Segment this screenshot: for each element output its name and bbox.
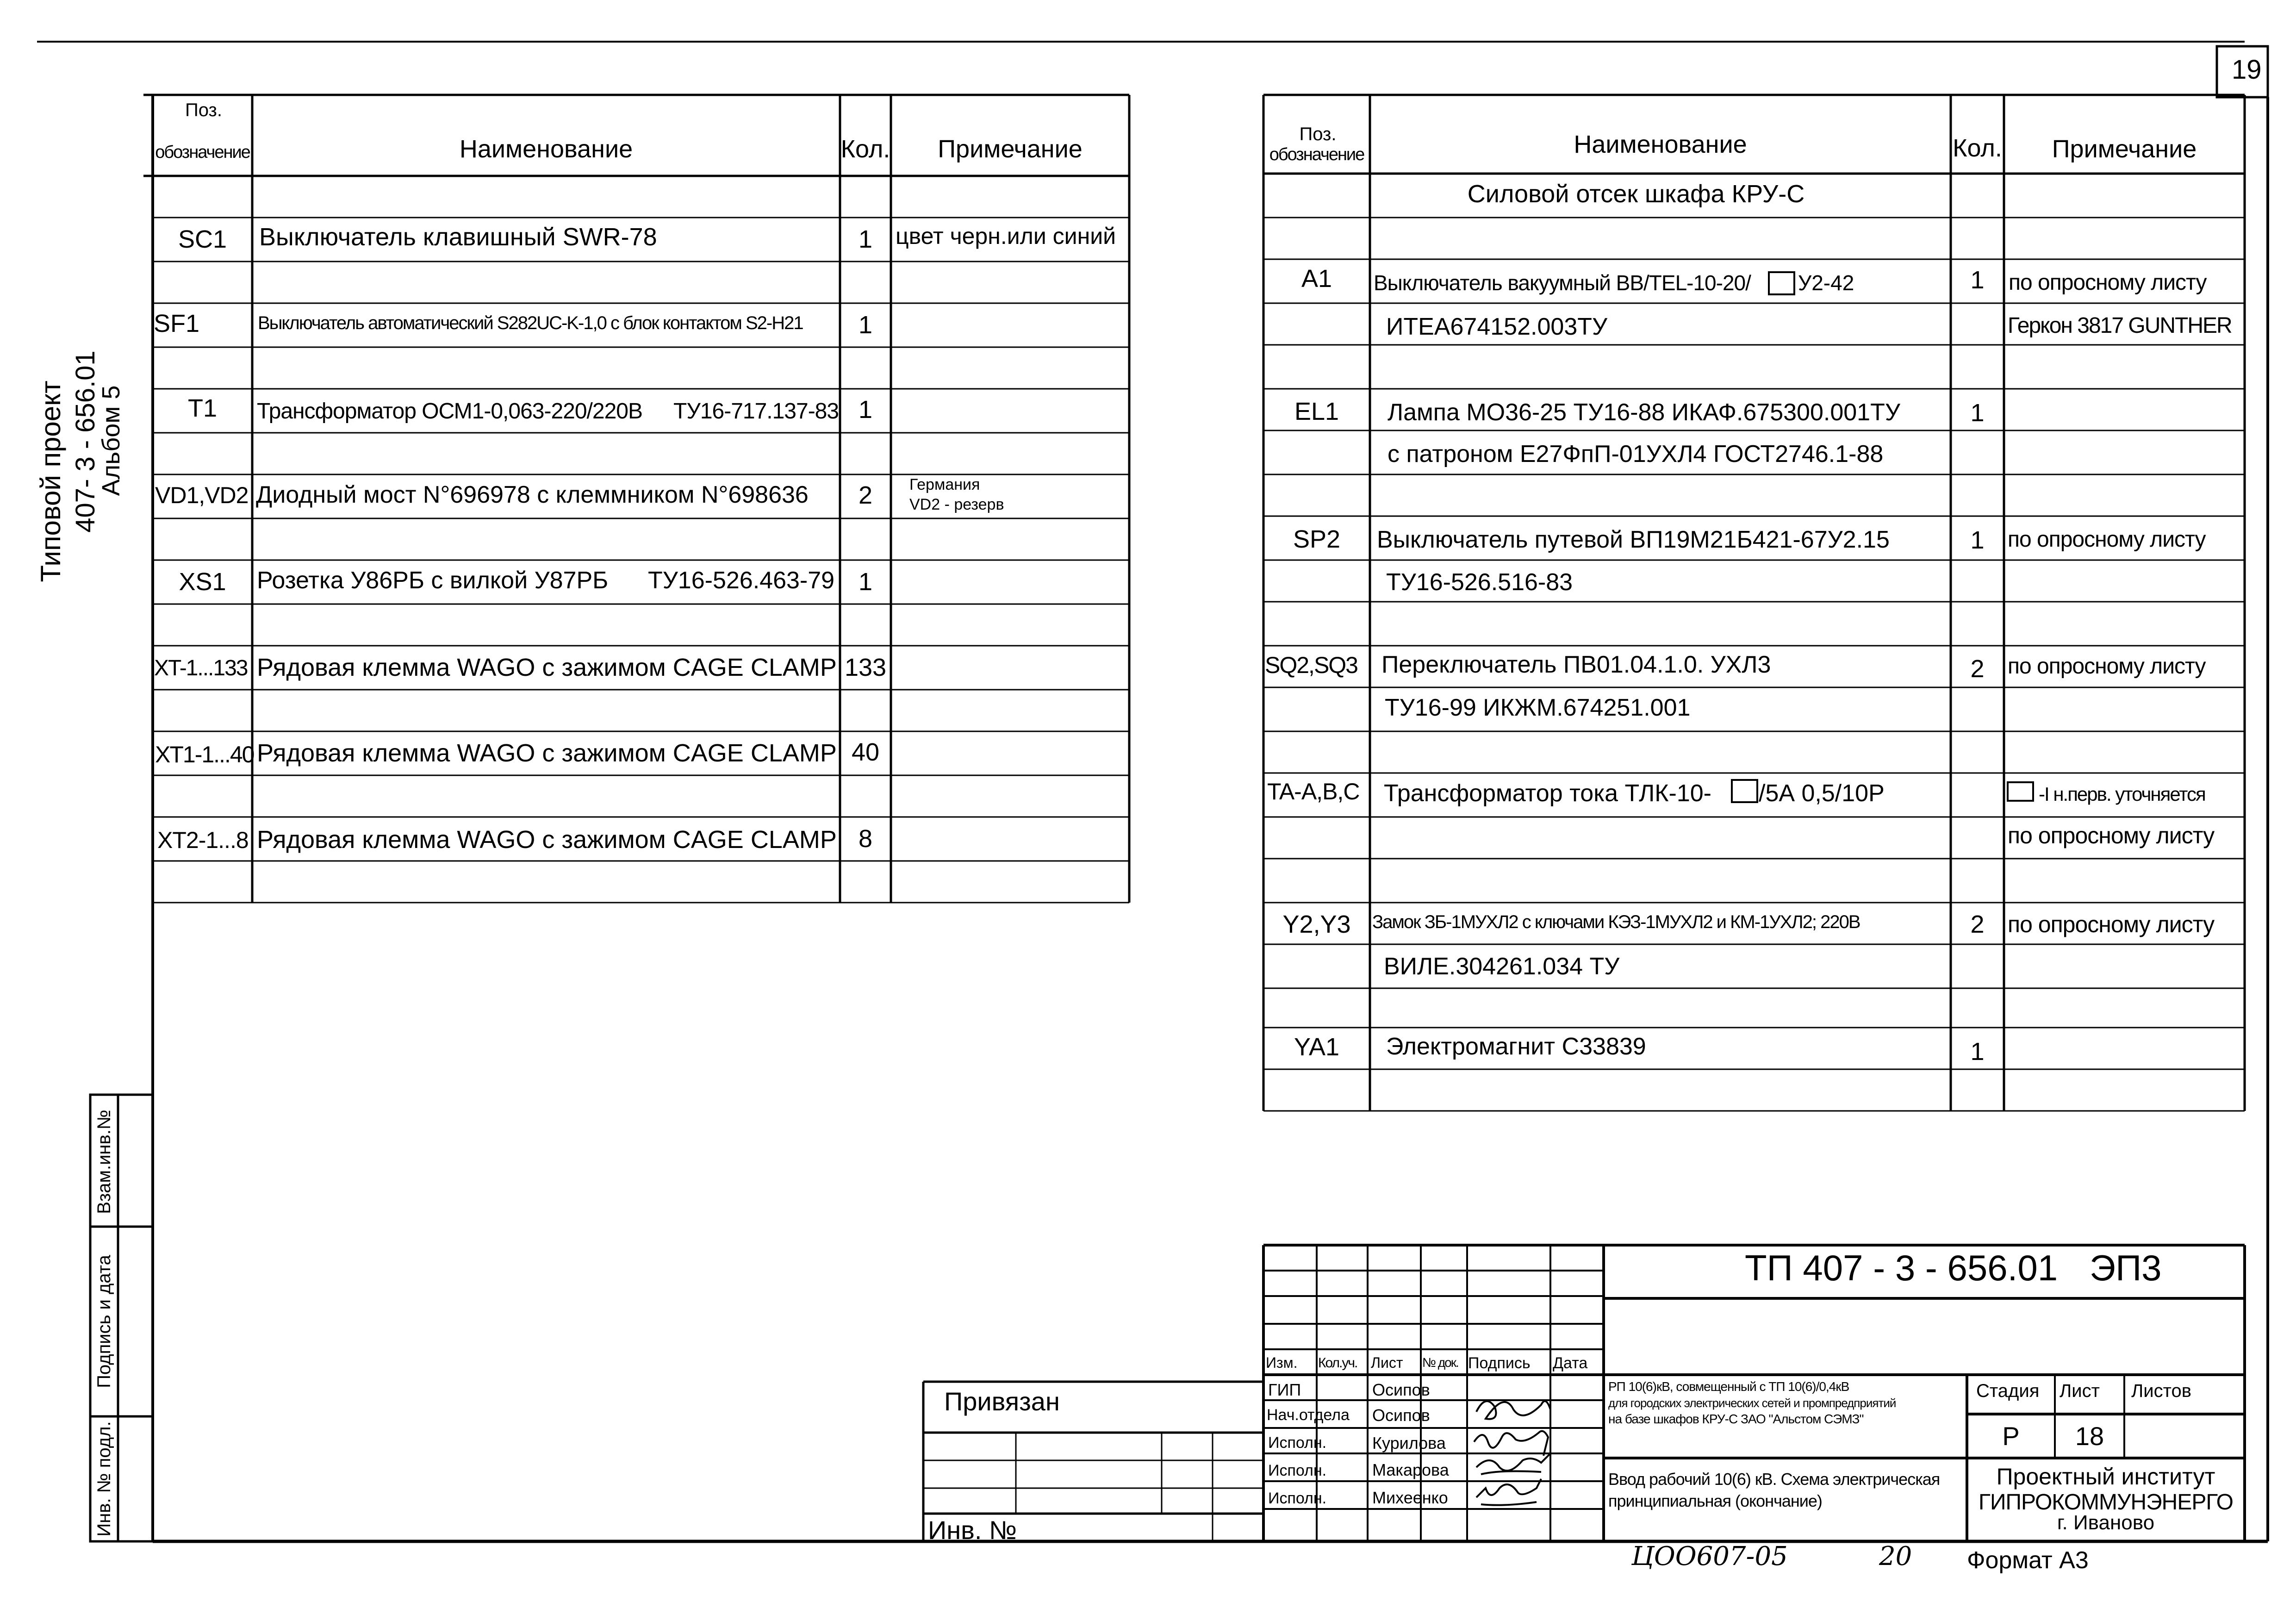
stage-value: Р (2002, 1421, 2020, 1451)
left-row-name-spec: ТУ16-526.463-79 (648, 567, 835, 594)
left-row-pos: XS1 (179, 568, 226, 596)
left-header-pos-bottom: обозначение (155, 143, 250, 162)
right-row-pos: TA-A,B,C (1267, 779, 1360, 804)
left-row-pos: XT-1...133 (154, 656, 248, 680)
col-header-data: Дата (1553, 1354, 1588, 1372)
right-row-qty: 1 (1970, 399, 1985, 427)
project-title-line3: Альбом 5 (97, 385, 125, 496)
right-row-name: Замок ЗБ-1МУХЛ2 с ключами КЭЗ-1МУХЛ2 и КМ-1УХЛ2; 220В (1372, 912, 1860, 932)
sheets-label: Листов (2131, 1381, 2191, 1401)
role-label: Исполн. (1268, 1462, 1327, 1479)
right-row-note: по опросному листу (2009, 270, 2207, 295)
right-row-name: Лампа МО36-25 ТУ16-88 ИКАФ.675300.001ТУ (1388, 399, 1900, 426)
left-header-name: Наименование (459, 135, 633, 163)
right-section-title: Силовой отсек шкафа КРУ-С (1467, 180, 1805, 208)
sheet-label: Лист (2060, 1381, 2100, 1401)
right-row-name-suffix: У2-42 (1798, 271, 1854, 295)
right-row-pos: SP2 (1293, 525, 1341, 553)
left-row-qty: 2 (858, 481, 873, 509)
right-row-name: Электромагнит С33839 (1386, 1033, 1646, 1060)
right-header-pos-top: Поз. (1299, 124, 1337, 144)
left-row-qty: 133 (844, 654, 887, 681)
left-row-qty: 1 (858, 225, 873, 253)
stamp-inv-podl-label: Инв. № подл. (94, 1421, 114, 1537)
org-line3: г. Иваново (2057, 1511, 2155, 1534)
left-row-name: Рядовая клемма WAGO с зажимом CAGE CLAMP (257, 739, 837, 767)
right-header-qty: Кол. (1953, 134, 2002, 162)
left-header-pos-top: Поз. (185, 100, 222, 120)
sheet-title-line2: принципиальная (окончание) (1608, 1491, 1822, 1510)
col-header-kol: Кол.уч. (1318, 1355, 1357, 1371)
left-row-name: Выключатель автоматический S282UC-K-1,0 с блок контактом S2-H21 (258, 313, 803, 333)
left-row-note2: VD2 - резерв (909, 496, 1004, 513)
role-label: Нач.отдела (1267, 1406, 1350, 1424)
right-row-pos: Y2,Y3 (1282, 910, 1351, 938)
role-name: Осипов (1372, 1380, 1430, 1399)
left-row-qty: 40 (851, 738, 880, 766)
object-line1: РП 10(6)кВ, совмещенный с ТП 10(6)/0,4кВ (1608, 1379, 1849, 1394)
left-row-pos: T1 (187, 394, 218, 422)
role-name: Курилова (1372, 1434, 1446, 1452)
right-header-name: Наименование (1574, 131, 1747, 158)
object-line2: для городских электрических сетей и промпредприятий (1608, 1396, 1896, 1410)
col-header-list: Лист (1371, 1354, 1403, 1371)
left-row-name: Выключатель клавишный SWR-78 (259, 223, 657, 251)
right-row-name-suffix: /5А 0,5/10Р (1759, 780, 1885, 807)
left-row-pos: VD1,VD2 (155, 482, 249, 508)
privyazan-label: Привязан (944, 1387, 1060, 1416)
role-name: Осипов (1372, 1406, 1430, 1425)
left-row-pos: SF1 (154, 310, 200, 337)
left-row-name: Рядовая клемма WAGO с зажимом CAGE CLAMP (257, 826, 837, 854)
stage-label: Стадия (1976, 1381, 2040, 1401)
inv-label: Инв. № (928, 1515, 1017, 1545)
right-row-name: Выключатель путевой ВП19М21Б421-67У2.15 (1377, 526, 1890, 553)
right-row-qty: 2 (1970, 910, 1985, 938)
project-title-line2: 407- 3 - 656.01 (70, 350, 100, 533)
right-row-note: -I н.перв. уточняется (2039, 783, 2205, 805)
role-label: ГИП (1268, 1380, 1301, 1399)
right-row-pos: EL1 (1294, 398, 1339, 425)
role-label: Исполн. (1268, 1490, 1327, 1507)
stamp-podpis-label: Подпись и дата (94, 1255, 114, 1388)
sheet-value: 18 (2075, 1421, 2104, 1451)
doc-mark: ЭП3 (2090, 1247, 2162, 1288)
org-line1: Проектный институт (1996, 1464, 2215, 1490)
right-row-pos: YA1 (1294, 1033, 1340, 1061)
right-row-name: ТУ16-526.516-83 (1386, 569, 1573, 596)
right-row-name: Переключатель ПВ01.04.1.0. УХЛ3 (1381, 651, 1771, 678)
project-title-line1: Типовой проект (35, 380, 66, 582)
left-row-name: Диодный мост N°696978 с клеммником N°698636 (256, 481, 809, 508)
right-header-pos-bottom: обозначение (1269, 145, 1364, 164)
left-row-name: Розетка У86РБ с вилкой У87РБ (257, 567, 609, 594)
right-row-pos: SQ2,SQ3 (1265, 652, 1357, 678)
format-label: Формат А3 (1967, 1547, 2089, 1574)
right-row-note: по опросному листу (2008, 823, 2215, 848)
doc-code: ТП 407 - 3 - 656.01 (1745, 1247, 2058, 1288)
left-row-qty: 1 (858, 568, 873, 596)
right-row-name: ТУ16-99 ИКЖМ.674251.001 (1385, 694, 1691, 721)
right-row-qty: 1 (1970, 1038, 1985, 1066)
right-row-name: ИТЕА674152.003ТУ (1386, 313, 1608, 340)
left-row-qty: 8 (858, 825, 873, 853)
org-line2: ГИПРОКОММУНЭНЕРГО (1979, 1490, 2233, 1515)
object-line3: на базе шкафов КРУ-С ЗАО "Альстом СЭМЗ" (1608, 1412, 1864, 1426)
page-number: 19 (2232, 55, 2262, 85)
left-row-qty: 1 (858, 311, 873, 339)
handwritten-code: ЦОО607-05 (1631, 1541, 1788, 1571)
left-row-name: Рядовая клемма WAGO с зажимом CAGE CLAMP (257, 654, 837, 681)
right-row-note: по опросному листу (2008, 527, 2206, 552)
right-header-note: Примечание (2052, 135, 2197, 163)
right-row-qty: 1 (1970, 526, 1985, 554)
right-row-note: по опросному листу (2008, 654, 2206, 679)
right-row-qty: 2 (1970, 655, 1985, 683)
left-header-note: Примечание (938, 135, 1083, 163)
role-name: Михеенко (1372, 1488, 1448, 1507)
role-name: Макарова (1372, 1460, 1449, 1479)
left-header-qty: Кол. (840, 135, 890, 163)
right-row-name: с патроном Е27ФпП-01УХЛ4 ГОСТ2746.1-88 (1388, 441, 1884, 468)
col-header-izm: Изм. (1266, 1354, 1298, 1371)
left-row-pos: SC1 (178, 225, 227, 253)
sheet-title-line1: Ввод рабочий 10(6) кВ. Схема электрическая (1608, 1470, 1940, 1489)
right-row-name: ВИЛЕ.304261.034 ТУ (1384, 953, 1620, 980)
right-row-name: Выключатель вакуумный ВВ/TEL-10-20/ (1374, 271, 1751, 295)
handwritten-num: 20 (1879, 1541, 1912, 1571)
right-row-note: по опросному листу (2008, 911, 2215, 937)
left-row-qty: 1 (858, 396, 873, 424)
left-row-pos: XT2-1...8 (157, 827, 249, 853)
right-row-pos: A1 (1301, 265, 1332, 293)
left-row-name: Трансформатор ОСМ1-0,063-220/220В (257, 399, 642, 424)
right-row-name: Трансформатор тока ТЛК-10- (1384, 780, 1711, 807)
role-label: Исполн. (1268, 1434, 1327, 1452)
right-row-note: Геркон 3817 GUNTHER (2008, 313, 2232, 338)
stamp-vzam-label: Взам.инв.№ (94, 1110, 114, 1214)
left-row-note: цвет черн.или синий (896, 223, 1116, 249)
col-header-ndok: № док. (1422, 1355, 1458, 1370)
left-row-pos: XT1-1...40 (155, 742, 254, 767)
left-row-note: Германия (909, 476, 980, 493)
right-row-qty: 1 (1970, 266, 1985, 294)
left-row-name-spec: ТУ16-717.137-83 (673, 399, 839, 424)
col-header-podpis: Подпись (1468, 1354, 1531, 1372)
